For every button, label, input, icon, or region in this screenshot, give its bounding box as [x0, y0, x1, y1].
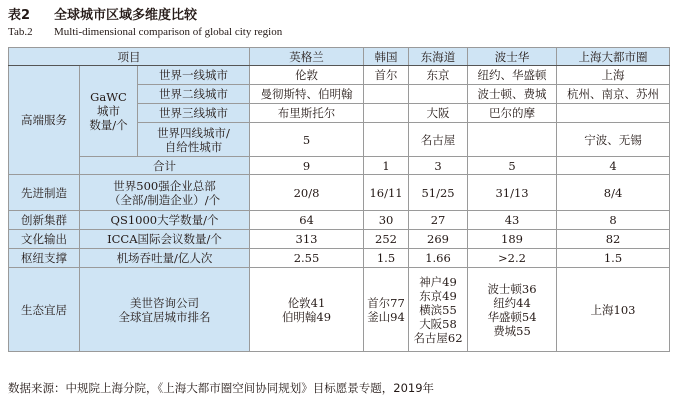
table-row — [9, 268, 670, 352]
table-cell: 27 — [409, 211, 468, 230]
row-label — [138, 123, 250, 157]
row-label: ICCA国际会议数量/个 — [80, 230, 250, 249]
table-cell: 8/4 — [557, 175, 670, 211]
table-cell: 宁波、无锡 — [557, 123, 670, 157]
city-rank: 费城55 — [493, 323, 531, 338]
table-cell: 大阪 — [409, 104, 468, 123]
header-region: 东海道 — [409, 48, 468, 66]
header-row — [9, 48, 670, 66]
header-region: 韩国 — [364, 48, 409, 66]
table-cell — [364, 268, 409, 352]
city-rank: 上海103 — [590, 302, 636, 317]
label-line: 数量/个 — [89, 118, 128, 132]
table-cell — [557, 268, 670, 352]
table-row — [9, 175, 670, 211]
table-title-cn: 全球城市区域多维度比较 — [54, 8, 198, 23]
city-rank: 神户49 — [419, 274, 457, 289]
table-row — [9, 211, 670, 230]
table-cell: 51/25 — [409, 175, 468, 211]
category-culture: 文化输出 — [9, 230, 80, 249]
table-number-cn: 表2 — [8, 8, 31, 23]
table-cell — [364, 123, 409, 157]
table-cell — [468, 268, 557, 352]
table-cell: 189 — [468, 230, 557, 249]
table-cell: 东京 — [409, 66, 468, 85]
table-number-en: Tab.2 — [8, 26, 33, 38]
table-cell: 30 — [364, 211, 409, 230]
row-label: 世界一线城市 — [138, 66, 250, 85]
table-cell: 4 — [557, 157, 670, 175]
table-cell: 波士顿、费城 — [468, 85, 557, 104]
table-cell: 上海 — [557, 66, 670, 85]
table-cell: 313 — [250, 230, 364, 249]
category-hub: 枢纽支撑 — [9, 249, 80, 268]
table-cell: 2.55 — [250, 249, 364, 268]
table-cell: 5 — [250, 123, 364, 157]
table-cell: 1.5 — [557, 249, 670, 268]
table-cell: 1.5 — [364, 249, 409, 268]
table-cell: 269 — [409, 230, 468, 249]
table-cell: 1.66 — [409, 249, 468, 268]
table-row — [9, 230, 670, 249]
table-cell — [409, 85, 468, 104]
city-rank: 华盛顿54 — [487, 309, 537, 324]
label-line: （全部/制造企业）/个 — [108, 192, 221, 207]
table-cell — [250, 268, 364, 352]
header-region: 波士华 — [468, 48, 557, 66]
table-cell — [557, 104, 670, 123]
table-cell: 布里斯托尔 — [250, 104, 364, 123]
table-cell — [468, 123, 557, 157]
header-item: 项目 — [9, 48, 250, 66]
table-cell: 9 — [250, 157, 364, 175]
label-line: 世界四线城市/ — [157, 125, 230, 140]
gawc-group-label — [80, 66, 138, 157]
label-line: 美世咨询公司 — [130, 295, 199, 310]
table-cell — [364, 85, 409, 104]
category-high-end: 高端服务 — [9, 66, 80, 175]
city-rank: 波士顿36 — [487, 281, 537, 296]
table-title-en: Multi-dimensional comparison of global city region — [54, 26, 283, 38]
table-row-total — [9, 157, 670, 175]
city-rank: 伯明翰49 — [281, 309, 332, 324]
city-rank: 大阪58 — [419, 316, 457, 331]
table-cell: 巴尔的摩 — [468, 104, 557, 123]
table-cell: 名古屋 — [409, 123, 468, 157]
table-cell: 8 — [557, 211, 670, 230]
table-cell: 曼彻斯特、伯明翰 — [250, 85, 364, 104]
category-innovation: 创新集群 — [9, 211, 80, 230]
comparison-table — [8, 47, 670, 352]
table-cell — [409, 268, 468, 352]
category-manufacturing: 先进制造 — [9, 175, 80, 211]
city-rank: 首尔77 — [367, 295, 405, 310]
label-line: 世界500强企业总部 — [113, 178, 216, 193]
city-rank: 名古屋62 — [413, 330, 463, 345]
table-cell: 252 — [364, 230, 409, 249]
header-region: 英格兰 — [250, 48, 364, 66]
table-cell: 64 — [250, 211, 364, 230]
table-caption-cn — [8, 4, 197, 23]
table-cell: 5 — [468, 157, 557, 175]
table-cell — [364, 104, 409, 123]
table-cell: 1 — [364, 157, 409, 175]
city-rank: 纽约44 — [493, 295, 531, 310]
table-cell: 82 — [557, 230, 670, 249]
row-label: 世界三线城市 — [138, 104, 250, 123]
table-cell: >2.2 — [468, 249, 557, 268]
city-rank: 釜山94 — [367, 309, 405, 324]
row-label — [80, 268, 250, 352]
table-cell: 伦敦 — [250, 66, 364, 85]
row-label: 机场吞吐量/亿人次 — [80, 249, 250, 268]
table-cell: 3 — [409, 157, 468, 175]
table-cell: 16/11 — [364, 175, 409, 211]
row-label — [80, 175, 250, 211]
city-rank: 伦敦41 — [287, 295, 326, 310]
label-line: 城市 — [97, 104, 120, 118]
table-caption-en — [8, 26, 282, 38]
data-source-note: 数据来源：中规院上海分院，《上海大都市圈空间协同规划》目标愿景专题，2019年 — [8, 381, 435, 395]
city-rank: 横滨55 — [419, 302, 457, 317]
table-cell: 31/13 — [468, 175, 557, 211]
label-line: GaWC — [90, 90, 127, 104]
city-rank: 东京49 — [419, 288, 457, 303]
total-label: 合计 — [80, 157, 250, 175]
table-cell: 首尔 — [364, 66, 409, 85]
category-ecology: 生态宜居 — [9, 268, 80, 352]
label-line: 自给性城市 — [164, 139, 223, 154]
header-region: 上海大都市圈 — [557, 48, 670, 66]
table-cell: 20/8 — [250, 175, 364, 211]
table-cell: 纽约、华盛顿 — [468, 66, 557, 85]
table-cell: 杭州、南京、苏州 — [557, 85, 670, 104]
row-label: QS1000大学数量/个 — [80, 211, 250, 230]
table-cell: 43 — [468, 211, 557, 230]
table-row — [9, 249, 670, 268]
table-row — [9, 66, 670, 85]
label-line: 全球宜居城市排名 — [118, 309, 211, 324]
row-label: 世界二线城市 — [138, 85, 250, 104]
